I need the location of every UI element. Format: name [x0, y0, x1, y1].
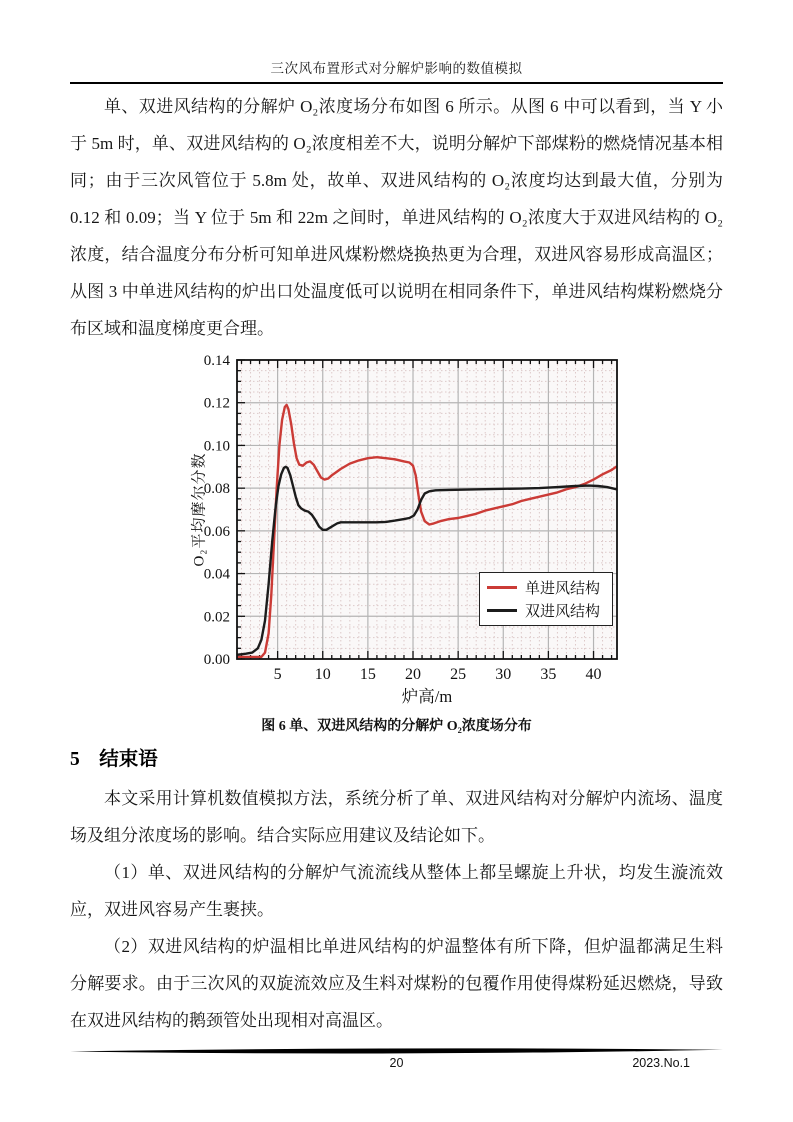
section-heading: 5 结束语 [70, 749, 158, 770]
body-paragraph-3: （1）单、双进风结构的分解炉气流流线从整体上都呈螺旋上升状，均发生漩流效应，双进风容易产生裹挟。 [70, 863, 723, 919]
svg-text:0.10: 0.10 [203, 438, 230, 455]
legend-line-red [487, 586, 517, 589]
svg-text:5: 5 [273, 666, 282, 683]
svg-text:0.04: 0.04 [203, 566, 230, 583]
svg-text:20: 20 [405, 666, 422, 683]
svg-text:0.06: 0.06 [203, 523, 230, 540]
svg-text:40: 40 [585, 666, 602, 683]
svg-text:25: 25 [450, 666, 467, 683]
legend-item-single-inlet [487, 576, 605, 599]
svg-text:0.14: 0.14 [203, 353, 230, 369]
svg-text:0.12: 0.12 [203, 395, 230, 412]
svg-text:15: 15 [359, 666, 376, 683]
figure-caption: 图 6 单、双进风结构的分解炉 O₂浓度场分布 [261, 719, 532, 734]
body-paragraph-2: 本文采用计算机数值模拟方法，系统分析了单、双进风结构对分解炉内流场、温度场及组分浓度场的影响。结合实际应用建议及结论如下。 [70, 789, 723, 845]
footer-rule [70, 1046, 723, 1056]
page-content [70, 88, 723, 1039]
svg-text:30: 30 [495, 666, 512, 683]
legend-line-black [487, 609, 517, 612]
footer-page-number: 20 [389, 1056, 404, 1070]
chart-x-axis-label: 炉高/m [401, 687, 453, 706]
legend-item-double-inlet [487, 599, 605, 622]
svg-text:10: 10 [314, 666, 331, 683]
body-paragraph-1: 单、双进风结构的分解炉 O₂浓度场分布如图 6 所示。从图 6 中可以看到，当 Y 小于 5m 时，单、双进风结构的 O₂浓度相差不大，说明分解炉下部煤粉的燃烧情况基本相同；由于三次风管位于 5.8m 处，故单、双进风结构的 O₂浓度均达到最大值，分别为 0.12 和 0.09；当 Y 位于 5m 和 22m 之间时，单进风结构的 O₂浓度大于双进风结构的 O₂浓度，结合温度分布分析可知单进风煤粉燃烧换热更为合理，双进风容易形成高温区；从图 3 中单进风结构的炉出口处温度低可以说明在相同条件下，单进风结构煤粉燃烧分布区域和温度梯度更合理。 [70, 97, 723, 338]
footer-issue-label: 2023.No.1 [632, 1056, 690, 1070]
chart-plot-area [180, 349, 640, 714]
header-rule [70, 82, 723, 84]
running-head-title: 三次风布置形式对分解炉影响的数值模拟 [270, 61, 523, 76]
svg-text:0.02: 0.02 [203, 609, 230, 626]
legend-label: 双进风结构 [525, 604, 601, 620]
svg-text:0.08: 0.08 [203, 481, 230, 498]
body-paragraph-4: （2）双进风结构的炉温相比单进风结构的炉温整体有所下降，但炉温都满足生料分解要求。由于三次风的双旋流效应及生料对煤粉的包覆作用使得煤粉延迟燃烧，导致在双进风结构的鹅颈管处出现相对高温区。 [70, 937, 723, 1030]
chart-legend [479, 572, 613, 626]
chart-y-axis-label: O₂平均摩尔分数 [191, 452, 208, 567]
svg-text:0.00: 0.00 [203, 652, 230, 668]
legend-label: 单进风结构 [525, 581, 601, 597]
svg-text:35: 35 [540, 666, 557, 683]
figure-6-chart [180, 349, 640, 714]
